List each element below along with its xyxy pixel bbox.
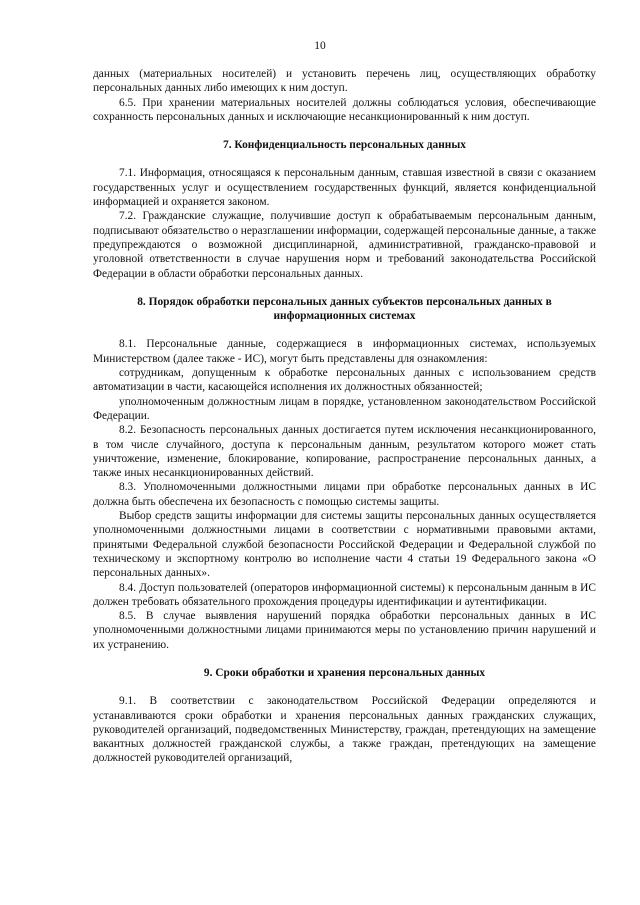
document-body [93, 67, 596, 766]
page-number: 10 [314, 40, 326, 52]
paragraph-8-1: 8.1. Персональные данные, содержащиеся в информационных системах, используемых Министерством (далее также - ИС), могут быть представлены для ознакомления: [93, 338, 596, 365]
paragraph-continuation: данных (материальных носителей) и установить перечень лиц, осуществляющих обработку персональных данных либо имеющих к ним доступ. [93, 68, 596, 95]
section-heading-9: 9. Сроки обработки и хранения персональных данных [203, 666, 486, 679]
paragraph-8-1-b: уполномоченным должностным лицам в порядке, установленном законодательством Российской Федерации. [93, 395, 596, 422]
paragraph-8-5: 8.5. В случае выявления нарушений порядка обработки персональных данных в ИС уполномоченными должностными лицами принимаются меры по установлению причин нарушений и их устранению. [93, 610, 596, 651]
paragraph-8-1-a: сотрудникам, допущенным к обработке персональных данных с использованием средств автоматизации в части, касающейся исполнения их должностных обязанностей; [93, 367, 596, 394]
paragraph-8-3: 8.3. Уполномоченными должностными лицами при обработке персональных данных в ИС должна быть обеспечена их безопасность с помощью системы защиты. [93, 481, 596, 508]
paragraph-7-1: 7.1. Информация, относящаяся к персональным данным, ставшая известной в связи с оказанием государственных услуг и осуществлением государственных функций, является конфиденциальной информацией и охраняется законом. [93, 167, 596, 209]
paragraph-8-4: 8.4. Доступ пользователей (операторов информационной системы) к персональным данным в ИС должен требовать обязательного прохождения процедуры идентификации и аутентификации. [93, 581, 596, 608]
section-heading-8: 8. Порядок обработки персональных данных субъектов персональных данных в информационных системах [137, 295, 552, 323]
section-heading-7: 7. Конфиденциальность персональных данных [223, 139, 466, 152]
paragraph-7-2: 7.2. Гражданские служащие, получившие доступ к обрабатываемым персональным данным, подписывают обязательство о неразглашении информации, содержащей персональные данные, а также предупреждаются о возможной дисциплинарной, административной, гражданско-правовой и уголовной ответственности в случае нарушения норм и требований законодательства Российской Федерации в области обработки персональных данных. [93, 210, 596, 280]
paragraph-8-3-a: Выбор средств защиты информации для системы защиты персональных данных осуществляется уполномоченными должностными лицами в соответствии с нормативными правовыми актами, принятыми Федеральной службой безопасности Российской Федерации и Федеральной службой по техническому и экспортному контролю во исполнение части 4 статьи 19 Федерального закона «О персональных данных». [93, 510, 596, 580]
paragraph-6-5: 6.5. При хранении материальных носителей должны соблюдаться условия, обеспечивающие сохранность персональных данных и исключающие несанкционированный к ним доступ. [93, 96, 596, 123]
paragraph-8-2: 8.2. Безопасность персональных данных достигается путем исключения несанкционированного, в том числе случайного, доступа к персональным данным, результатом которого может стать уничтожение, изменение, блокирование, копирование, распространение персональных данных, а также иных несанкционированных действий. [93, 424, 596, 480]
paragraph-9-1: 9.1. В соответствии с законодательством Российской Федерации определяются и устанавливаются сроки обработки и хранения персональных данных гражданских служащих, руководителей организаций, подведомственных Министерству, граждан, претендующих на замещение вакантных должностей гражданской службы, а также граждан, претендующих на замещение должностей руководителей организаций, [93, 695, 596, 765]
